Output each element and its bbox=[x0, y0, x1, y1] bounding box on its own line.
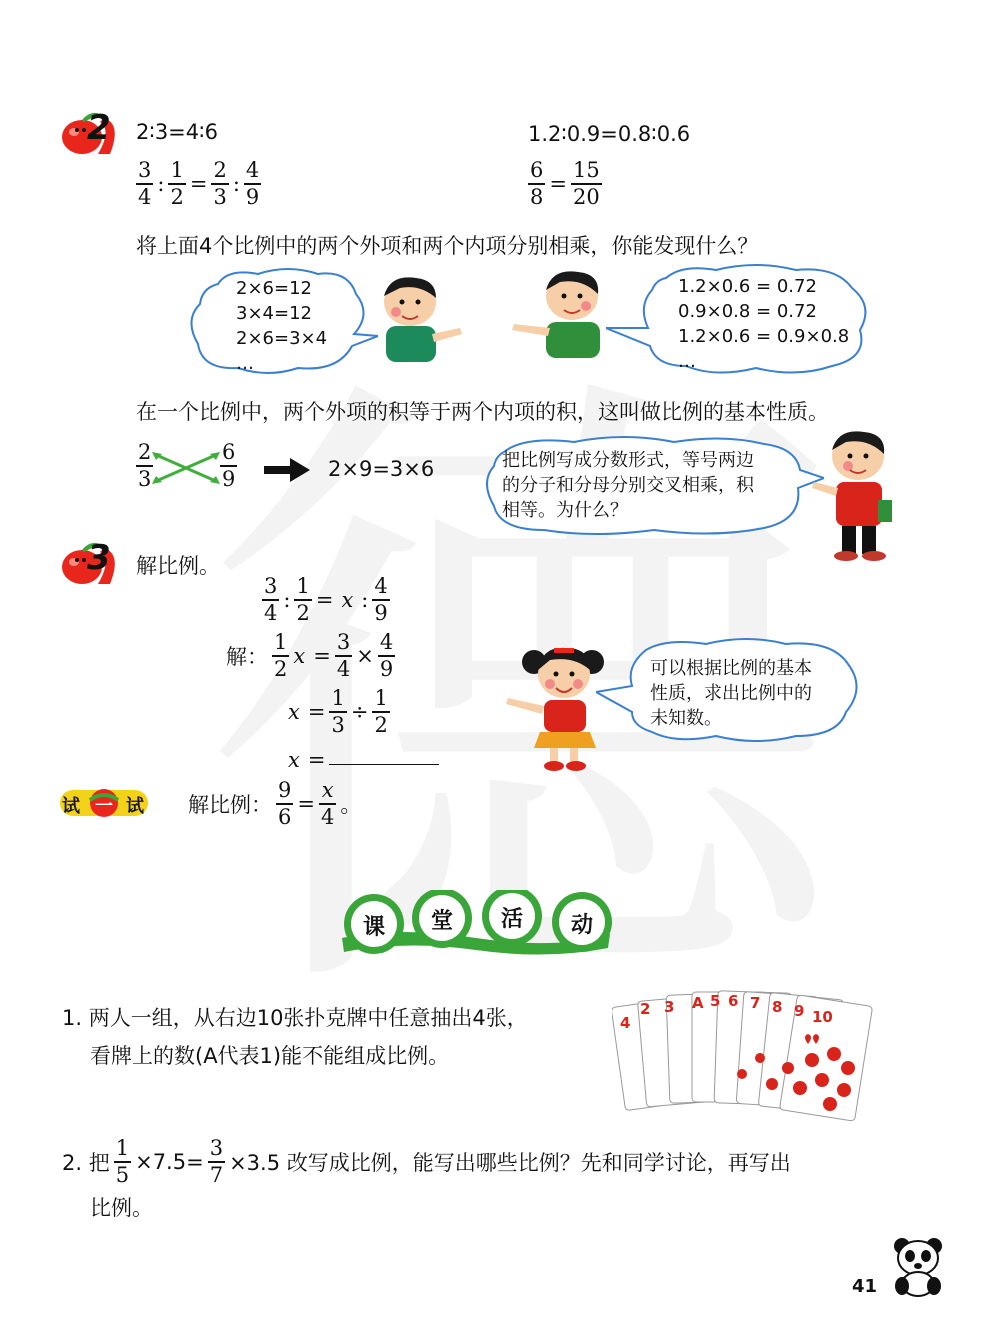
activity-item-1-line-2: 看牌上的数(A代表1)能不能组成比例。 bbox=[90, 1044, 450, 1068]
proportion-1: 2∶3=4∶6 bbox=[136, 120, 218, 144]
bubble-line: 2×6=3×4 bbox=[236, 328, 328, 349]
bubble-line: 把比例写成分数形式，等号两边 bbox=[502, 450, 754, 471]
activity-title-char: 活 bbox=[501, 907, 524, 932]
example-3-badge bbox=[60, 540, 126, 586]
playing-cards-icon bbox=[612, 984, 894, 1126]
card-label: 7 bbox=[750, 994, 761, 1012]
card-label: A bbox=[692, 994, 704, 1012]
try-it-char: 试 bbox=[62, 796, 80, 817]
property-statement: 在一个比例中，两个外项的积等于两个内项的积，这叫做比例的基本性质。 bbox=[136, 400, 829, 424]
boy-illustration-icon bbox=[370, 272, 466, 368]
equation-line-2: 解： $\frac{1}{2}$ x = $\frac{3}{4}$ × $\frac{4}{9}$ bbox=[226, 630, 394, 681]
proportion-2: 1.2∶0.9=0.8∶0.6 bbox=[528, 122, 691, 146]
page-number: 41 bbox=[852, 1276, 878, 1297]
try-it-badge bbox=[60, 786, 150, 820]
bubble-line: 未知数。 bbox=[650, 708, 722, 729]
try-it-char: 试 bbox=[126, 796, 144, 817]
bubble-line: 的分子和分母分别交叉相乘，积 bbox=[502, 475, 754, 496]
playing-cards bbox=[612, 984, 894, 1126]
cross-arrows-icon bbox=[150, 448, 222, 488]
activity-item-1-line-1: 1. 两人一组，从右边10张扑克牌中任意抽出4张， bbox=[62, 1006, 528, 1030]
try-it-char: 一 bbox=[95, 796, 113, 817]
right-arrow-icon bbox=[264, 458, 310, 482]
bubble-line: 1.2×0.6 = 0.72 bbox=[678, 276, 817, 297]
equation-line-3: x = $\frac{1}{3}$ ÷ $\frac{1}{2}$ bbox=[288, 686, 388, 737]
bubble-line: … bbox=[236, 353, 254, 374]
speech-bubble-girl bbox=[596, 636, 866, 746]
bubble-line: 相等。为什么？ bbox=[502, 500, 628, 521]
cross-multiplication: $\frac{2}{3}$ $\frac{6}{9}$ bbox=[138, 440, 236, 491]
boy-character-1 bbox=[370, 272, 466, 368]
equation-line-1: $\frac{3}{4}$ : $\frac{1}{2}$ = x : $\frac{4}{9}$ bbox=[264, 574, 388, 625]
proportion-3: $\frac{3}{4}$ : $\frac{1}{2}$ = $\frac{2}{3}$ : $\frac{4}{9}$ bbox=[138, 158, 260, 209]
bubble-line: 0.9×0.8 = 0.72 bbox=[678, 301, 817, 322]
boy-character-2 bbox=[510, 266, 620, 366]
card-label: 2 bbox=[640, 1000, 651, 1018]
boy-illustration-icon bbox=[812, 426, 898, 562]
card-label: 6 bbox=[728, 992, 739, 1010]
boy-character-3 bbox=[812, 426, 898, 562]
question-text: 将上面4个比例中的两个外项和两个内项分别相乘，你能发现什么？ bbox=[136, 234, 759, 258]
example-3-title: 解比例。 bbox=[136, 554, 220, 578]
bubble-line: 可以根据比例的基本 bbox=[650, 658, 812, 679]
card-label: 9 bbox=[794, 1002, 805, 1020]
card-label: 3 bbox=[664, 998, 675, 1016]
activity-item-2-line-2: 比例。 bbox=[90, 1196, 153, 1220]
card-label: 8 bbox=[772, 998, 783, 1016]
speech-bubble-left bbox=[188, 264, 378, 380]
equation-line-4: x = bbox=[284, 742, 439, 772]
activity-item-2-line-1: 2. 把 $\frac{1}{5}$ ×7.5= $\frac{3}{7}$ ×3.5 改写成比例，能写出哪些比例？先和同学讨论，再写出 bbox=[62, 1136, 791, 1187]
activity-title-char: 动 bbox=[571, 913, 594, 938]
try-it-exercise: 解比例： $\frac{9}{6}$ = $\frac{x}{4}$ 。 bbox=[188, 778, 362, 829]
example-number: 2 bbox=[87, 108, 111, 148]
bubble-line: … bbox=[678, 351, 696, 372]
example-2-badge bbox=[60, 110, 126, 156]
bubble-line: 3×4=12 bbox=[236, 303, 312, 324]
answer-blank[interactable] bbox=[329, 742, 439, 765]
proportion-4: $\frac{6}{8}$ = $\frac{15}{20}$ bbox=[530, 158, 600, 209]
card-label: 4 bbox=[620, 1014, 631, 1032]
speech-bubble-cross bbox=[484, 434, 824, 538]
example-number: 3 bbox=[87, 538, 111, 578]
boy-illustration-icon bbox=[510, 266, 620, 366]
activity-title-char: 课 bbox=[363, 915, 386, 940]
bubble-line: 2×6=12 bbox=[236, 278, 312, 299]
bubble-line: 1.2×0.6 = 0.9×0.8 bbox=[678, 326, 850, 347]
card-label: 5 bbox=[710, 992, 721, 1010]
activity-header bbox=[336, 890, 616, 962]
activity-title-char: 堂 bbox=[431, 909, 454, 934]
speech-bubble-right bbox=[606, 262, 876, 378]
panda-icon bbox=[888, 1234, 948, 1298]
cross-result: 2×9=3×6 bbox=[328, 457, 435, 481]
bubble-line: 性质，求出比例中的 bbox=[650, 683, 812, 704]
card-label: 10 bbox=[812, 1008, 833, 1026]
